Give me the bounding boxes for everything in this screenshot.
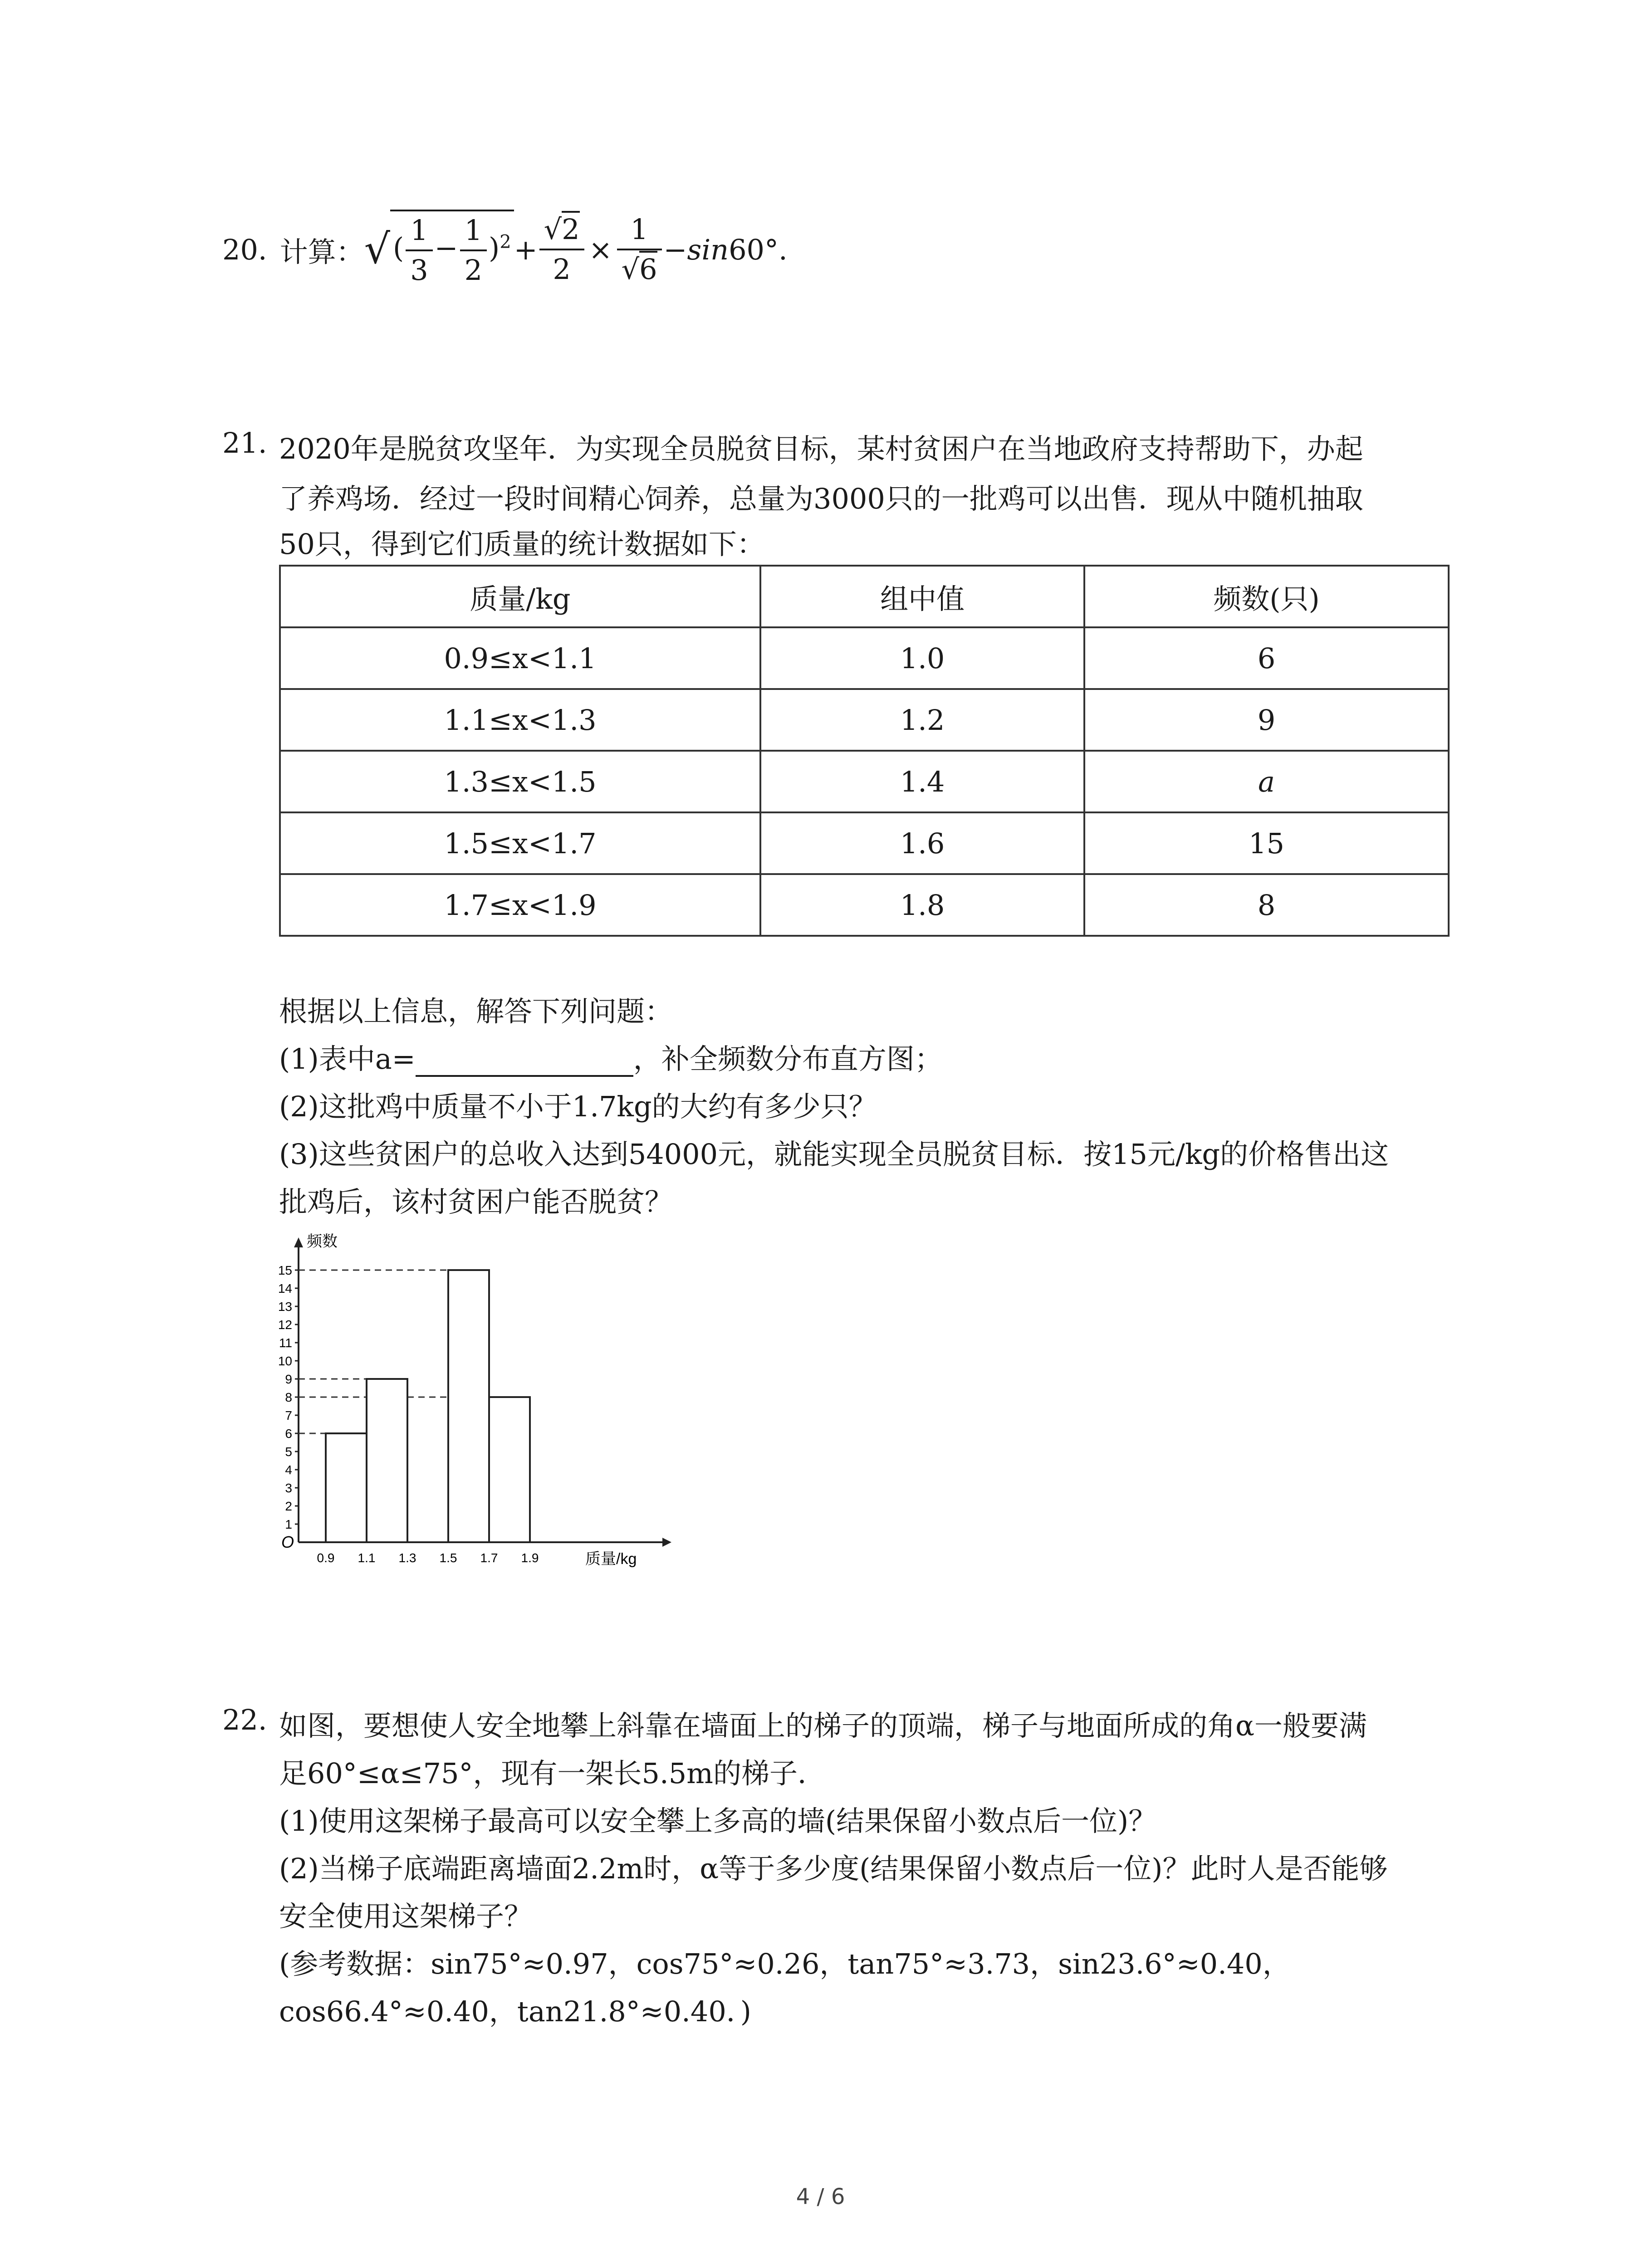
histogram-bar [326,1433,367,1542]
x-tick-label: 1.5 [439,1551,457,1565]
question-22-line-4: (2)当梯子底端距离墙面2.2m时，α等于多少度(结果保留小数点后一位)？此时人是否能够 [279,1852,1388,1885]
y-axis-arrow [294,1237,303,1247]
y-tick-label: 6 [285,1427,292,1441]
question-21-number: 21. [222,426,267,459]
table-row [280,751,1449,812]
table-cell: a [1084,751,1449,812]
answer-blank [416,1048,633,1077]
table-cell: 1.2 [760,689,1084,751]
x-tick-label: 1.7 [480,1551,498,1565]
question-21-part-1: (1)表中a= ，补全频数分布直方图； [279,1036,943,1077]
question-21-line-3: 50只，得到它们质量的统计数据如下： [279,528,765,561]
table-cell: 0.9≤x<1.1 [280,627,760,689]
table-row [280,627,1449,689]
y-tick-label: 13 [278,1300,292,1314]
table-cell: 1.7≤x<1.9 [280,874,760,936]
question-20: 20. 计算： √ ( $\frac{1}{3}$ − $\frac{1}{2}$ )$^2$ + $\frac{√2}{2}$ × $\frac{1}{√6}$ − sin 60°. [222,195,788,304]
y-tick-label: 15 [278,1263,292,1277]
question-22-line-5: 安全使用这架梯子？ [279,1900,533,1933]
histogram-bar [489,1397,530,1542]
table-cell: 1.1≤x<1.3 [280,689,760,751]
question-22-line-2: 足60°≤α≤75°，现有一架长5.5m的梯子． [279,1757,826,1790]
y-tick-label: 4 [285,1463,292,1477]
question-22-line-6: (参考数据：sin75°≈0.97，cos75°≈0.26，tan75°≈3.73，sin23.6°≈0.40， [279,1947,1291,1980]
table-row [280,689,1449,751]
question-21-part-2: (2)这批鸡中质量不小于1.7kg的大约有多少只？ [279,1090,877,1123]
origin-label: O [281,1533,294,1551]
outer-radical: ( $\frac{1}{3}$ − $\frac{1}{2}$ )$^2$ [390,210,514,289]
table-cell: 1.5≤x<1.7 [280,812,760,874]
question-21-intro: 根据以上信息，解答下列问题： [279,995,673,1028]
table-cell: 6 [1084,627,1449,689]
table-header-cell: 频数(只) [1084,566,1449,627]
question-20-label: 计算： [279,235,364,269]
table-header-row [280,566,1449,627]
y-tick-label: 3 [285,1481,292,1495]
x-axis-label: 质量/kg [585,1550,637,1568]
question-20-number: 20. [222,233,267,266]
table-row [280,874,1449,936]
histogram-bar [367,1379,407,1542]
table-cell: 9 [1084,689,1449,751]
x-tick-label: 1.9 [521,1551,539,1565]
question-22-line-3: (1)使用这架梯子最高可以安全攀上多高的墙(结果保留小数点后一位)？ [279,1804,1157,1838]
y-tick-label: 2 [285,1499,292,1513]
x-axis-arrow [662,1538,671,1547]
frac-sqrt2-2: $\frac{√2}{2}$ [539,210,584,288]
frequency-histogram [272,1225,681,1579]
table-row [280,812,1449,874]
question-21-part-3-line-2: 批鸡后，该村贫困户能否脱贫？ [279,1185,673,1218]
question-21-line-2: 了养鸡场．经过一段时间精心饲养，总量为3000只的一批鸡可以出售．现从中随机抽取 [279,482,1363,515]
x-tick-label: 0.9 [317,1551,335,1565]
question-22-line-1: 如图，要想使人安全地攀上斜靠在墙面上的梯子的顶端，梯子与地面所成的角α一般要满 [279,1709,1367,1742]
frac-1-sqrt6: $\frac{1}{√6}$ [617,210,662,288]
table-header-cell: 质量/kg [280,566,760,627]
mass-frequency-table [279,565,1450,937]
y-tick-label: 1 [285,1517,292,1531]
question-22-line-7: cos66.4°≈0.40，tan21.8°≈0.40．) [279,1995,751,2028]
table-cell: 1.4 [760,751,1084,812]
x-tick-label: 1.1 [358,1551,376,1565]
frac-1-2: $\frac{1}{2}$ [460,211,487,289]
y-tick-label: 14 [278,1281,292,1295]
y-axis-label: 频数 [307,1233,338,1250]
x-tick-label: 1.3 [398,1551,416,1565]
y-tick-label: 8 [285,1390,292,1404]
page-number: 4 / 6 [796,2184,845,2209]
y-tick-label: 11 [279,1336,292,1350]
table-cell: 1.8 [760,874,1084,936]
table-header-cell: 组中值 [760,566,1084,627]
y-tick-label: 9 [285,1372,292,1386]
table-cell: 8 [1084,874,1449,936]
y-tick-label: 10 [278,1354,292,1368]
histogram-bar [448,1270,489,1542]
table-cell: 1.3≤x<1.5 [280,751,760,812]
y-tick-label: 7 [285,1408,292,1422]
table-cell: 1.6 [760,812,1084,874]
y-tick-label: 5 [285,1445,292,1459]
sqrt-sign: √ [364,225,390,273]
question-21-line-1: 2020年是脱贫攻坚年．为实现全员脱贫目标，某村贫困户在当地政府支持帮助下，办起 [279,432,1363,465]
question-21-part-3-line-1: (3)这些贫困户的总收入达到54000元，就能实现全员脱贫目标．按15元/kg的价格售出这 [279,1138,1389,1171]
question-22-number: 22. [222,1703,267,1736]
frac-1-3: $\frac{1}{3}$ [406,211,432,289]
table-cell: 1.0 [760,627,1084,689]
y-tick-label: 12 [278,1318,292,1332]
table-cell: 15 [1084,812,1449,874]
